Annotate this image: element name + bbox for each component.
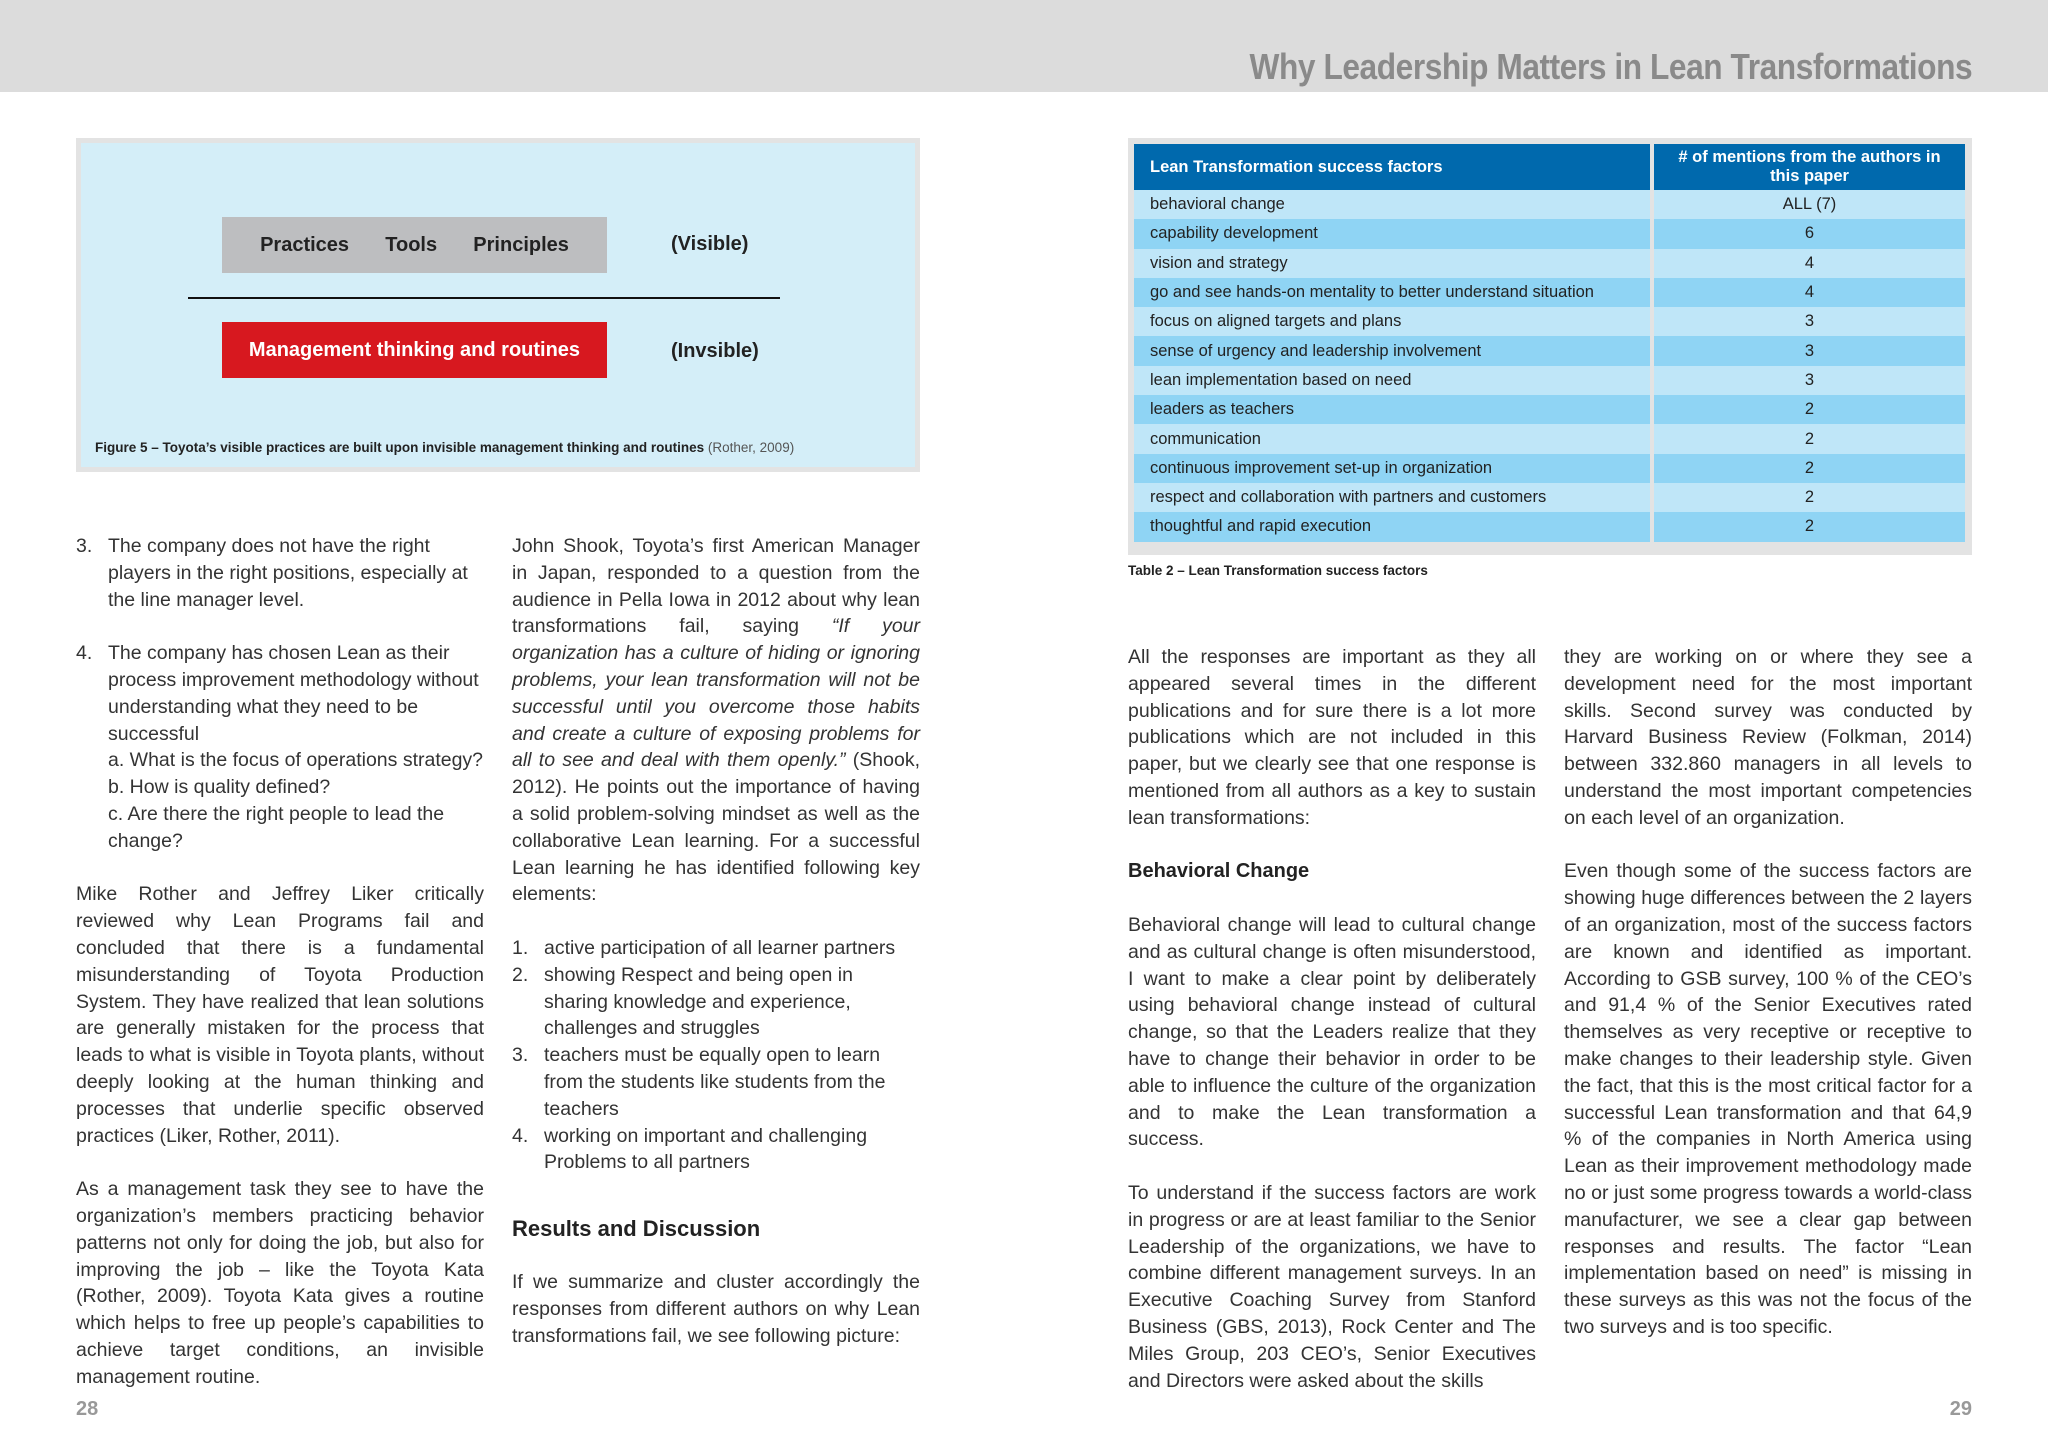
table-header: Lean Transformation success factors	[1134, 144, 1652, 190]
table-row	[1134, 483, 1965, 512]
mentions-cell: 3	[1652, 336, 1965, 365]
caption-ref: (Rother, 2009)	[704, 440, 795, 455]
figure-caption	[95, 440, 794, 455]
page-number-left: 28	[76, 1398, 99, 1420]
mentions-cell: 4	[1652, 249, 1965, 278]
left-column-1	[76, 533, 484, 1391]
invisible-box: Management thinking and routines	[222, 322, 607, 378]
table-header: # of mentions from the authors in this paper	[1652, 144, 1965, 190]
figure-divider	[188, 297, 780, 299]
mentions-cell: 2	[1652, 395, 1965, 424]
list-number: 1.	[512, 936, 529, 959]
list-number: 4.	[512, 1124, 529, 1147]
list-text: teachers must be equally open to learn from the students like students from the teachers	[544, 1044, 886, 1120]
table-row	[1134, 512, 1965, 541]
quote: “If your organization has a culture of hiding or ignoring problems, your lean transformation will not be successful until you overcome those habits and create a culture of exposing problems for all to see and deal with them openly.”	[512, 615, 920, 772]
right-column-1	[1128, 644, 1536, 1394]
list-text: The company has chosen Lean as their process improvement methodology without understanding what they need to be successful	[108, 642, 479, 745]
table-row	[1134, 278, 1965, 307]
table-row	[1134, 454, 1965, 483]
factor-cell: leaders as teachers	[1134, 395, 1652, 424]
factor-cell: vision and strategy	[1134, 249, 1652, 278]
text: (Shook, 2012). He points out the importance of having a solid problem-solving mindset as well as the collaborative Lean learning. For a successful Lean learning he has identified following key elements:	[512, 749, 920, 906]
mentions-cell: 2	[1652, 512, 1965, 541]
left-column-2	[512, 533, 920, 1349]
list-item	[76, 640, 484, 747]
factor-cell: capability development	[1134, 219, 1652, 248]
visible-item: Principles	[473, 233, 569, 256]
list-item	[512, 935, 920, 962]
table-row	[1134, 424, 1965, 453]
sub-item: c. Are there the right people to lead the change?	[108, 802, 445, 852]
list-text: The company does not have the right players in the right positions, especially at the line manager level.	[108, 535, 468, 611]
table-row	[1134, 249, 1965, 278]
running-title: Why Leadership Matters in Lean Transformations	[1249, 46, 1972, 87]
visible-box	[222, 217, 607, 273]
right-column-2	[1564, 644, 1972, 1341]
table-row	[1134, 190, 1965, 219]
list-text: active participation of all learner partners	[544, 936, 896, 959]
list-number: 3.	[512, 1044, 529, 1067]
list-item	[512, 962, 920, 1042]
factor-cell: respect and collaboration with partners and customers	[1134, 483, 1652, 512]
mentions-cell: 4	[1652, 278, 1965, 307]
list-number: 2.	[512, 963, 529, 986]
invisible-label: (Invsible)	[671, 340, 759, 362]
paragraph: Mike Rother and Jeffrey Liker critically reviewed why Lean Programs fail and concluded that there is a fundamental misunderstanding of Toyota Production System. They have realized that lean solutions are generally mistaken for the process that leads to what is visible in Toyota plants, without deeply looking at the human thinking and processes that underlie specific observed practices (Liker, Rother, 2011).	[76, 883, 484, 1147]
sub-item: a. What is the focus of operations strategy?	[108, 749, 484, 772]
table-caption: Table 2 – Lean Transformation success factors	[1128, 563, 1428, 578]
mentions-cell: 2	[1652, 454, 1965, 483]
page-number-right: 29	[1949, 1398, 1972, 1420]
mentions-cell: ALL (7)	[1652, 190, 1965, 219]
mentions-cell: 2	[1652, 483, 1965, 512]
mentions-cell: 2	[1652, 424, 1965, 453]
factor-cell: behavioral change	[1134, 190, 1652, 219]
list-item	[512, 1123, 920, 1177]
paragraph: Behavioral change will lead to cultural change and as cultural change is often misunderstood, I want to make a clear point by deliberately using behavioral change instead of cultural change, so that the Leaders realize that they have to change their behavior in order to be able to influence the culture of the organization and to make the Lean transformation a success.	[1128, 913, 1536, 1151]
paragraph: they are working on or where they see a development need for the most important skills. Second survey was conducted by Harvard Business Review (Folkman, 2014) between 332.860 managers in all levels to understand the most important competencies on each level of an organization.	[1564, 646, 1972, 829]
paragraph: All the responses are important as they all appeared several times in the different publications and for sure there is a lot more publications which are not included in this paper, but we clearly see that one response is mentioned from all authors as a key to sustain lean transformations:	[1128, 646, 1536, 829]
list-text: showing Respect and being open in sharing knowledge and experience, challenges and struggles	[544, 963, 853, 1040]
factor-cell: communication	[1134, 424, 1652, 453]
visible-item: Tools	[385, 233, 438, 256]
mentions-cell: 3	[1652, 366, 1965, 395]
section-heading: Results and Discussion	[512, 1216, 761, 1242]
list-text: working on important and challenging Problems to all partners	[544, 1124, 868, 1174]
factor-cell: lean implementation based on need	[1134, 366, 1652, 395]
caption-text: Figure 5 – Toyota’s visible practices are built upon invisible management thinking and routines	[95, 440, 705, 455]
factor-cell: sense of urgency and leadership involvement	[1134, 336, 1652, 365]
paragraph: Even though some of the success factors are showing huge differences between the 2 layers of an organization, most of the success factors are known and identified as important. According to GSB survey, 100 % of the CEO’s and 91,4 % of the Senior Executives rated themselves as very receptive or receptive to make changes to their leadership style. Given the fact, that this is the most critical factor for a successful Lean transformation and that 64,9 % of the companies in North America using Lean as their improvement methodology made no or just some progress towards a world-class manufacturer, we see a clear gap between responses and results. The factor “Lean implementation based on need” is missing in these surveys as this was not the focus of the two surveys and is too specific.	[1564, 860, 1972, 1338]
table-row	[1134, 366, 1965, 395]
list-number: 4.	[76, 642, 93, 665]
table-row	[1134, 219, 1965, 248]
table-row	[1134, 336, 1965, 365]
factor-cell: focus on aligned targets and plans	[1134, 307, 1652, 336]
sub-item: b. How is quality defined?	[108, 776, 331, 799]
paragraph	[512, 533, 920, 908]
visible-item: Practices	[260, 233, 350, 256]
list-item	[512, 1042, 920, 1122]
list-item	[76, 533, 484, 613]
sub-list	[76, 747, 484, 854]
factor-cell: go and see hands-on mentality to better understand situation	[1134, 278, 1652, 307]
visible-label: (Visible)	[671, 233, 749, 255]
paragraph: If we summarize and cluster accordingly the responses from different authors on why Lean transformations fail, we see following picture:	[512, 1270, 920, 1347]
list-number: 3.	[76, 535, 93, 557]
figure-5	[76, 138, 920, 472]
text: John Shook, Toyota’s first American Manager in Japan, responded to a question from the audience in Pella Iowa in 2012 about why lean transformations fail, saying	[512, 535, 920, 638]
success-factors-table	[1128, 138, 1972, 555]
mentions-cell: 6	[1652, 219, 1965, 248]
factor-cell: continuous improvement set-up in organization	[1134, 454, 1652, 483]
table-row	[1134, 307, 1965, 336]
factor-cell: thoughtful and rapid execution	[1134, 512, 1652, 541]
paragraph: To understand if the success factors are work in progress or are at least familiar to the Senior Leadership of the organizations, we have to combine different management surveys. In an Executive Coaching Survey from Stanford Business (GBS, 2013), Rock Center and The Miles Group, 203 CEO’s, Senior Executives and Directors were asked about the skills	[1128, 1181, 1536, 1392]
table-row	[1134, 395, 1965, 424]
section-heading: Behavioral Change	[1128, 860, 1310, 883]
paragraph: As a management task they see to have the organization’s members practicing behavior patterns not only for doing the job, but also for improving the job – like the Toyota Kata (Rother, 2009). Toyota Kata gives a routine which helps to free up people’s capabilities to achieve target conditions, an invisible management routine.	[76, 1178, 484, 1388]
mentions-cell: 3	[1652, 307, 1965, 336]
